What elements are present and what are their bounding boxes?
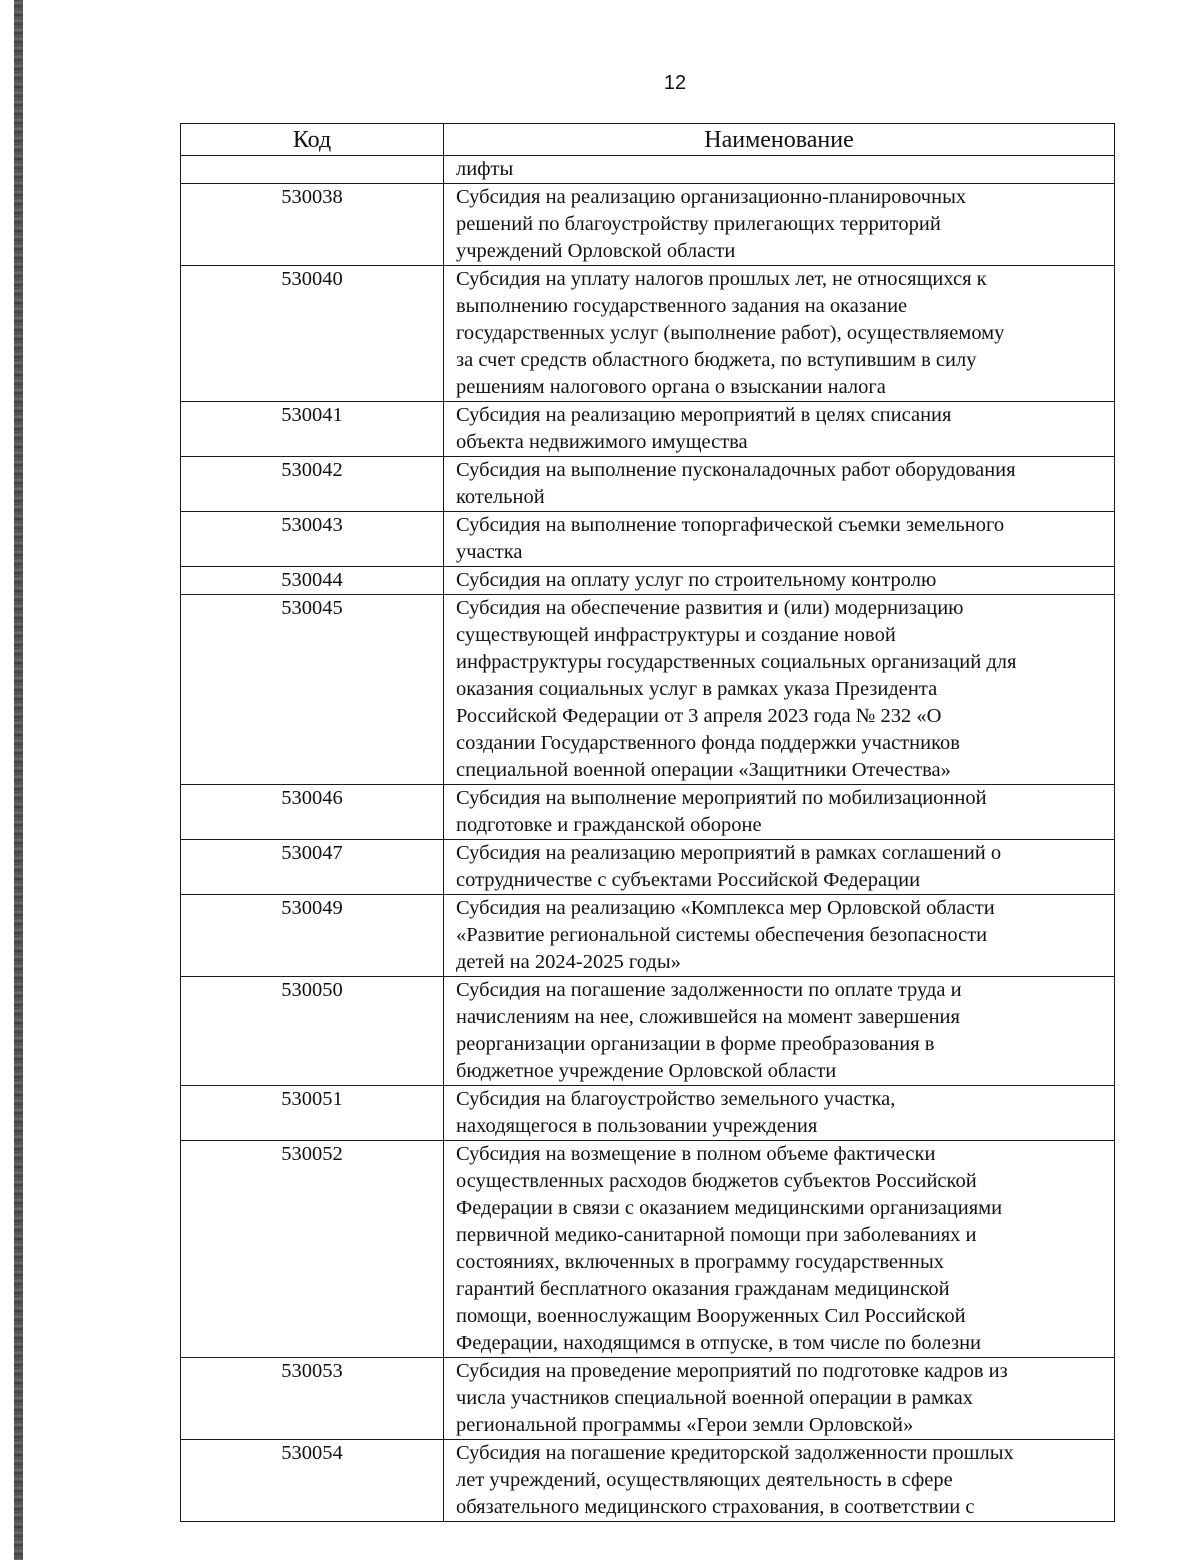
row-name-line: оказания социальных услуг в рамках указа Президента: [456, 678, 938, 700]
row-code: 530049: [181, 895, 444, 977]
row-name-line: бюджетное учреждение Орловской области: [456, 1060, 837, 1082]
row-name-line: государственных услуг (выполнение работ), осуществляемому: [456, 322, 1005, 344]
row-name-continuation: лифты: [444, 156, 1115, 184]
row-name-line: осуществленных расходов бюджетов субъектов Российской: [456, 1170, 977, 1192]
row-code-empty: [181, 156, 444, 184]
row-name-line: существующей инфраструктуры и создание новой: [456, 624, 896, 646]
table-row: [181, 457, 1115, 512]
row-name-line: детей на 2024-2025 годы»: [456, 951, 681, 973]
row-name-line: учреждений Орловской области: [456, 240, 736, 262]
row-name-line: за счет средств областного бюджета, по вступившим в силу: [456, 349, 977, 371]
row-name-line: «Развитие региональной системы обеспечения безопасности: [456, 924, 988, 946]
row-name-line: региональной программы «Герои земли Орловской»: [456, 1414, 914, 1436]
row-name-line: Субсидия на выполнение мероприятий по мобилизационной: [456, 787, 987, 809]
row-name: [444, 512, 1115, 567]
row-name-line: состояниях, включенных в программу государственных: [456, 1251, 944, 1273]
row-name: [444, 184, 1115, 266]
row-code: 530041: [181, 402, 444, 457]
row-code: 530051: [181, 1086, 444, 1141]
row-name: [444, 266, 1115, 402]
header-code: Код: [181, 124, 444, 156]
row-name-line: инфраструктуры государственных социальных организаций для: [456, 651, 1017, 673]
row-name-line: помощи, военнослужащим Вооруженных Сил Российской: [456, 1305, 966, 1327]
row-name: [444, 457, 1115, 512]
table-row: [181, 1086, 1115, 1141]
row-name-line: Субсидия на реализацию «Комплекса мер Орловской области: [456, 897, 995, 919]
page-number: 12: [663, 72, 687, 94]
row-code: 530046: [181, 785, 444, 840]
row-name: [444, 1358, 1115, 1440]
row-code: 530040: [181, 266, 444, 402]
row-name: [444, 402, 1115, 457]
table-row: [181, 840, 1115, 895]
row-name-line: Российской Федерации от 3 апреля 2023 года № 232 «О: [456, 705, 942, 727]
header-name: Наименование: [444, 124, 1115, 156]
row-name: [444, 785, 1115, 840]
row-code: 530042: [181, 457, 444, 512]
row-code: 530054: [181, 1440, 444, 1522]
row-name-line: Субсидия на благоустройство земельного участка,: [456, 1088, 896, 1110]
table-row: [181, 512, 1115, 567]
table-row: [181, 402, 1115, 457]
row-name: [444, 595, 1115, 785]
row-code: 530044: [181, 567, 444, 595]
row-code: 530050: [181, 977, 444, 1086]
row-name-line: участка: [456, 541, 523, 563]
subsidy-code-table: [180, 123, 1115, 1522]
row-code: 530043: [181, 512, 444, 567]
row-name: [444, 1141, 1115, 1358]
row-name-line: Субсидия на уплату налогов прошлых лет, не относящихся к: [456, 268, 987, 290]
row-name-line: Субсидия на возмещение в полном объеме фактически: [456, 1143, 936, 1165]
row-name-line: числа участников специальной военной операции в рамках: [456, 1387, 974, 1409]
row-name: [444, 977, 1115, 1086]
row-name-line: объекта недвижимого имущества: [456, 431, 748, 453]
row-name: [444, 567, 1115, 595]
table-row: [181, 977, 1115, 1086]
table-row: [181, 1358, 1115, 1440]
row-name-line: Субсидия на выполнение пусконаладочных работ оборудования: [456, 459, 1016, 481]
table-header-row: [181, 124, 1115, 156]
table-row: [181, 595, 1115, 785]
table-row: [181, 266, 1115, 402]
row-name-line: находящегося в пользовании учреждения: [456, 1115, 818, 1137]
row-name-line: Субсидия на реализацию организационно-планировочных: [456, 186, 967, 208]
row-name: [444, 1086, 1115, 1141]
row-name-line: Субсидия на проведение мероприятий по подготовке кадров из: [456, 1360, 1008, 1382]
row-name-line: Субсидия на реализацию мероприятий в рамках соглашений о: [456, 842, 1002, 864]
row-name-line: первичной медико-санитарной помощи при заболеваниях и: [456, 1224, 977, 1246]
row-name-line: начислениям на нее, сложившейся на момент завершения: [456, 1006, 960, 1028]
table-row: [181, 567, 1115, 595]
row-code: 530053: [181, 1358, 444, 1440]
scan-edge-artifact: [14, 0, 23, 1560]
row-code: 530052: [181, 1141, 444, 1358]
row-name-line: реорганизации организации в форме преобразования в: [456, 1033, 935, 1055]
row-name-line: Субсидия на обеспечение развития и (или) модернизацию: [456, 597, 964, 619]
row-name: [444, 895, 1115, 977]
row-name-line: лет учреждений, осуществляющих деятельность в сфере: [456, 1469, 953, 1491]
row-name-line: гарантий бесплатного оказания гражданам медицинской: [456, 1278, 950, 1300]
row-name-line: обязательного медицинского страхования, в соответствии с: [456, 1496, 975, 1518]
table-row: [181, 1440, 1115, 1522]
row-name-line: решений по благоустройству прилегающих территорий: [456, 213, 941, 235]
table-row-continuation: [181, 156, 1115, 184]
row-name-line: Субсидия на погашение задолженности по оплате труда и: [456, 979, 962, 1001]
table-row: [181, 895, 1115, 977]
row-name-line: Субсидия на оплату услуг по строительному контролю: [456, 569, 937, 591]
row-name-line: Федерации, находящимся в отпуске, в том числе по болезни: [456, 1332, 982, 1354]
table-row: [181, 1141, 1115, 1358]
row-name-line: выполнению государственного задания на оказание: [456, 295, 908, 317]
row-name: [444, 840, 1115, 895]
row-name-line: подготовке и гражданской обороне: [456, 814, 762, 836]
row-name-line: Субсидия на выполнение топоргафической съемки земельного: [456, 514, 1005, 536]
row-name-line: специальной военной операции «Защитники Отечества»: [456, 759, 951, 781]
row-name-line: создании Государственного фонда поддержки участников: [456, 732, 960, 754]
row-code: 530045: [181, 595, 444, 785]
row-name-line: Субсидия на погашение кредиторской задолженности прошлых: [456, 1442, 1014, 1464]
row-code: 530038: [181, 184, 444, 266]
table-row: [181, 785, 1115, 840]
table-row: [181, 184, 1115, 266]
row-name-line: решениям налогового органа о взыскании налога: [456, 376, 886, 398]
row-name-line: Субсидия на реализацию мероприятий в целях списания: [456, 404, 952, 426]
row-name-line: котельной: [456, 486, 545, 508]
row-name-line: Федерации в связи с оказанием медицинскими организациями: [456, 1197, 1003, 1219]
row-name: [444, 1440, 1115, 1522]
row-name-line: сотрудничестве с субъектами Российской Федерации: [456, 869, 921, 891]
row-code: 530047: [181, 840, 444, 895]
